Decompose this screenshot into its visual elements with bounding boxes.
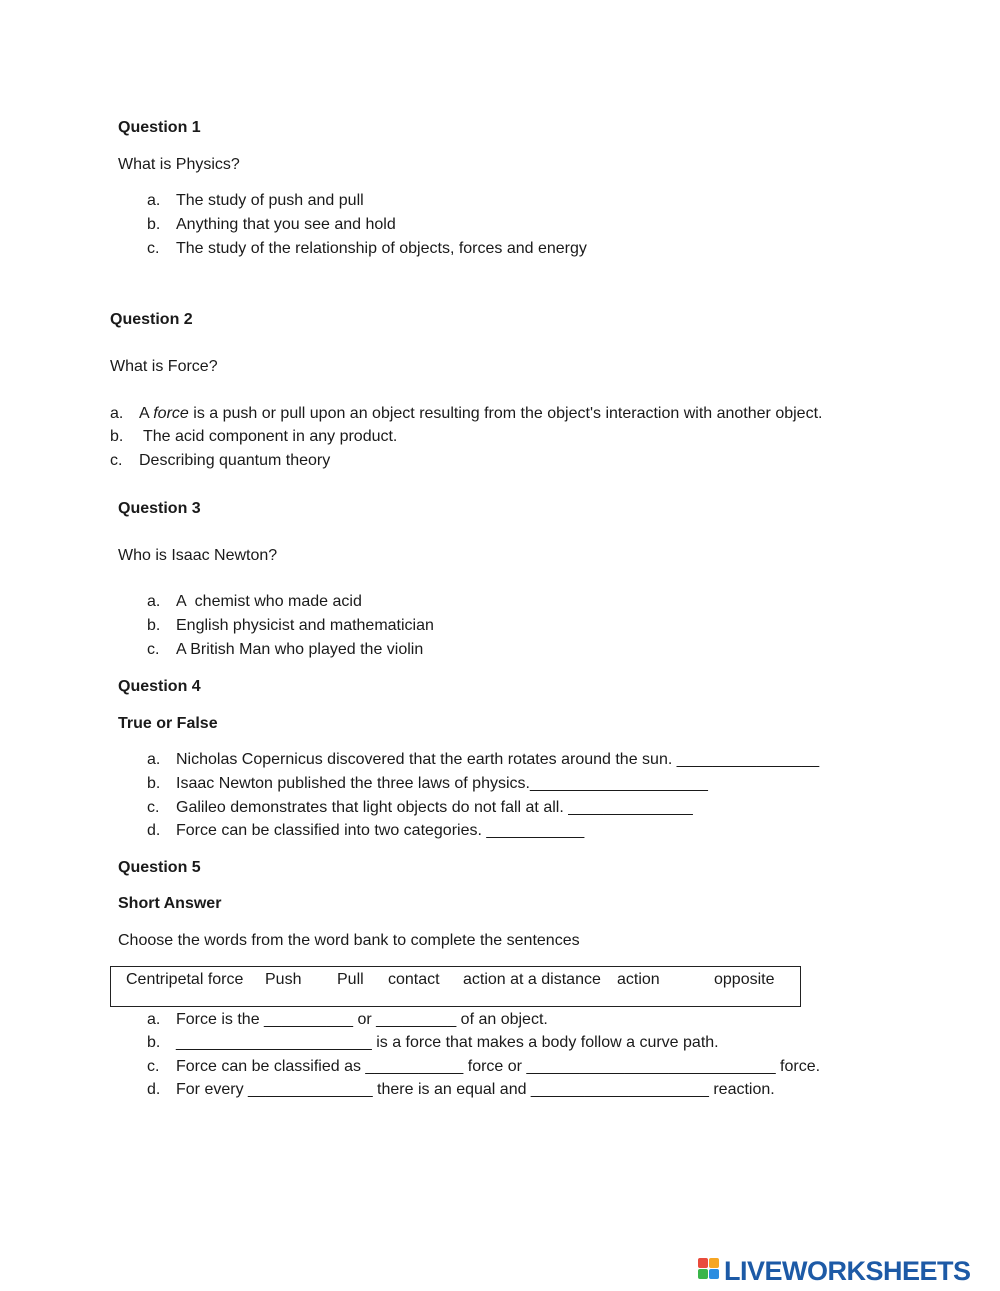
- question-1-heading: Question 1: [118, 119, 201, 136]
- option-letter: d.: [147, 822, 161, 839]
- option-letter: a.: [147, 192, 161, 209]
- option-letter: c.: [147, 240, 160, 257]
- option-text: The acid component in any product.: [143, 428, 398, 445]
- option-text: A chemist who made acid: [176, 593, 362, 610]
- option-text: Force can be classified into two categories. ___________: [176, 822, 585, 839]
- option-text: Galileo demonstrates that light objects do not fall at all. ______________: [176, 799, 693, 816]
- question-4-heading: Question 4: [118, 678, 201, 695]
- logo-text: LIVEWORKSHEETS: [724, 1256, 971, 1286]
- option-text: Force is the __________ or _________ of an object.: [176, 1011, 548, 1028]
- word-bank-item: Push: [265, 971, 302, 988]
- word-bank-item: Pull: [337, 971, 364, 988]
- option-letter: a.: [110, 405, 124, 422]
- option-letter: b.: [147, 1034, 161, 1051]
- option-letter: b.: [147, 775, 161, 792]
- word-bank: [110, 966, 801, 1007]
- option-text: Force can be classified as ___________ force or ____________________________ force.: [176, 1058, 821, 1075]
- word-bank-item: action: [617, 971, 660, 988]
- option-letter: b.: [147, 617, 161, 634]
- logo-cube: [698, 1269, 708, 1279]
- question-5-subheading: Short Answer: [118, 895, 222, 912]
- option-letter: c.: [147, 799, 160, 816]
- option-text-post: is a push or pull upon an object resulting from the object's interaction with another object.: [188, 405, 823, 422]
- word-bank-item: contact: [388, 971, 440, 988]
- option-letter: d.: [147, 1081, 161, 1098]
- question-3-prompt: Who is Isaac Newton?: [118, 547, 278, 564]
- word-bank-item: Centripetal force: [126, 971, 244, 988]
- option-text: Nicholas Copernicus discovered that the earth rotates around the sun. ________________: [176, 751, 820, 768]
- question-3-heading: Question 3: [118, 500, 201, 517]
- option-text: For every ______________ there is an equal and ____________________ reaction.: [176, 1081, 775, 1098]
- word-bank-item: opposite: [714, 971, 775, 988]
- option-text: A British Man who played the violin: [176, 641, 424, 658]
- logo-cube: [709, 1258, 719, 1268]
- logo-cube: [709, 1269, 719, 1279]
- option-letter: c.: [110, 452, 123, 469]
- word-bank-item: action at a distance: [463, 971, 601, 988]
- question-2-prompt: What is Force?: [110, 358, 218, 375]
- question-5-heading: Question 5: [118, 859, 201, 876]
- question-2-heading: Question 2: [110, 311, 193, 328]
- question-4-subheading: True or False: [118, 715, 218, 732]
- option-text-pre: A: [139, 405, 154, 422]
- option-letter: c.: [147, 1058, 160, 1075]
- question-5-instruction: Choose the words from the word bank to complete the sentences: [118, 932, 580, 949]
- question-1-prompt: What is Physics?: [118, 156, 240, 173]
- option-text-emphasis: force: [153, 405, 189, 422]
- liveworksheets-cubes-icon: [698, 1258, 720, 1282]
- option-letter: b.: [110, 428, 124, 445]
- option-letter: c.: [147, 641, 160, 658]
- option-text: The study of the relationship of objects, forces and energy: [176, 240, 587, 257]
- option-text: Isaac Newton published the three laws of physics.____________________: [176, 775, 708, 792]
- option-text: Anything that you see and hold: [176, 216, 396, 233]
- option-text: [139, 404, 822, 424]
- option-letter: a.: [147, 1011, 161, 1028]
- option-text: English physicist and mathematician: [176, 617, 434, 634]
- option-letter: a.: [147, 593, 161, 610]
- option-letter: b.: [147, 216, 161, 233]
- option-text: Describing quantum theory: [139, 452, 331, 469]
- logo-cube: [698, 1258, 708, 1268]
- option-text: The study of push and pull: [176, 192, 364, 209]
- option-letter: a.: [147, 751, 161, 768]
- option-text: ______________________ is a force that makes a body follow a curve path.: [176, 1034, 719, 1051]
